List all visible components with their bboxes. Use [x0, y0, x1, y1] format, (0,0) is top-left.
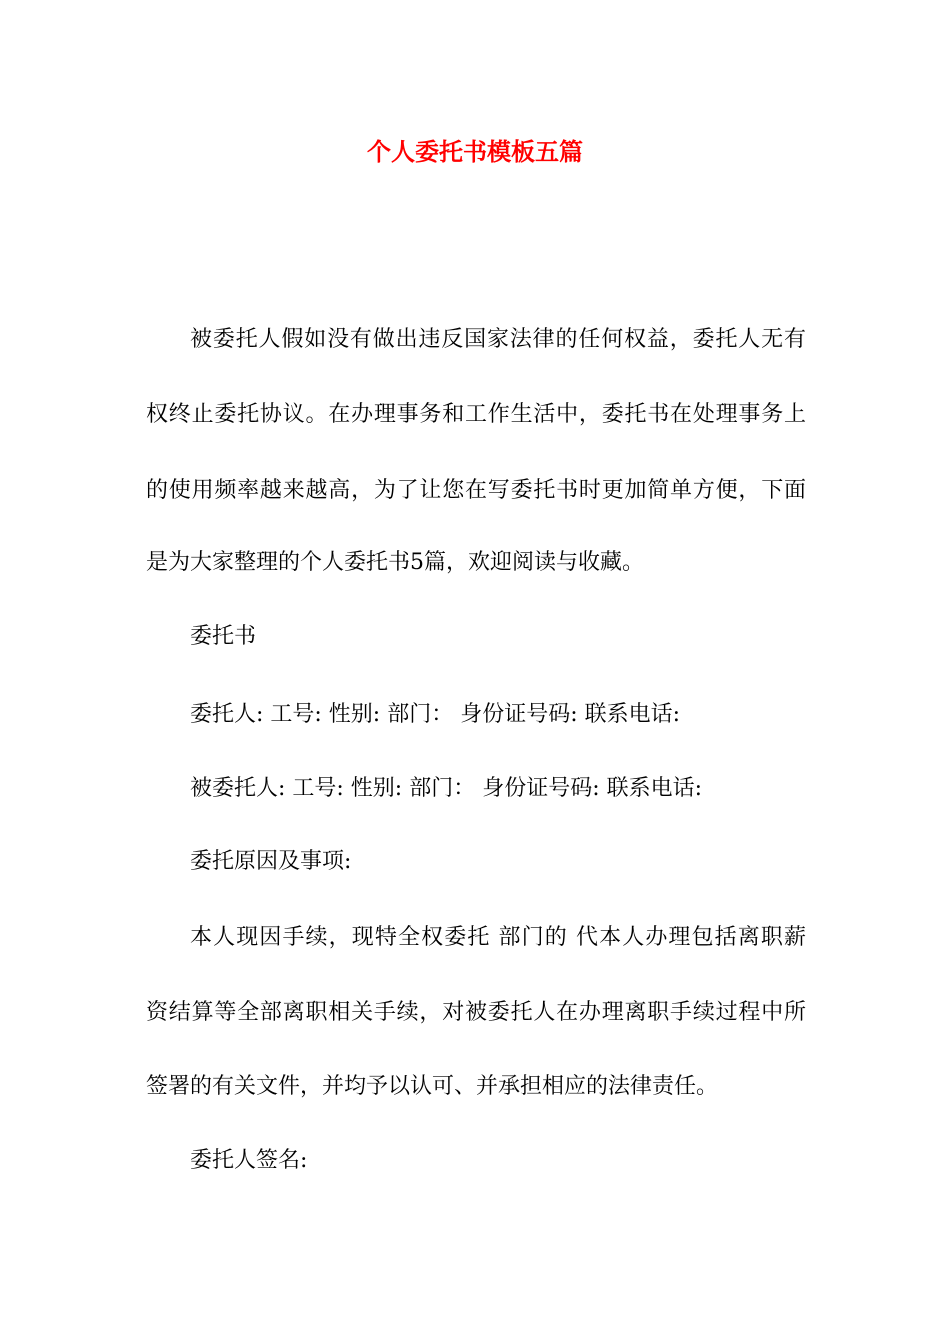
intro-line-1: 被委托人假如没有做出违反国家法律的任何权益，委托人无有 [190, 327, 806, 352]
intro-line-3: 的使用频率越来越高，为了让您在写委托书时更加简单方便，下面 [146, 478, 806, 503]
document-title: 个人委托书模板五篇 [367, 137, 583, 166]
reason-label: 委托原因及事项: [190, 849, 352, 874]
intro-line-4: 是为大家整理的个人委托书5篇，欢迎阅读与收藏。 [146, 550, 644, 575]
signature-label: 委托人签名: [190, 1148, 308, 1173]
agent-info-line: 被委托人: 工号: 性别: 部门： 身份证号码: 联系电话: [190, 776, 703, 801]
intro-line-2: 权终止委托协议。在办理事务和工作生活中，委托书在处理事务上 [146, 402, 806, 427]
section-heading: 委托书 [190, 624, 257, 649]
body-line-3: 签署的有关文件，并均予以认可、并承担相应的法律责任。 [146, 1074, 719, 1099]
body-line-1: 本人现因手续，现特全权委托 部门的 代本人办理包括离职薪 [190, 925, 806, 950]
body-line-2: 资结算等全部离职相关手续，对被委托人在办理离职手续过程中所 [146, 1000, 806, 1025]
principal-info-line: 委托人: 工号: 性别: 部门： 身份证号码: 联系电话: [190, 702, 681, 727]
